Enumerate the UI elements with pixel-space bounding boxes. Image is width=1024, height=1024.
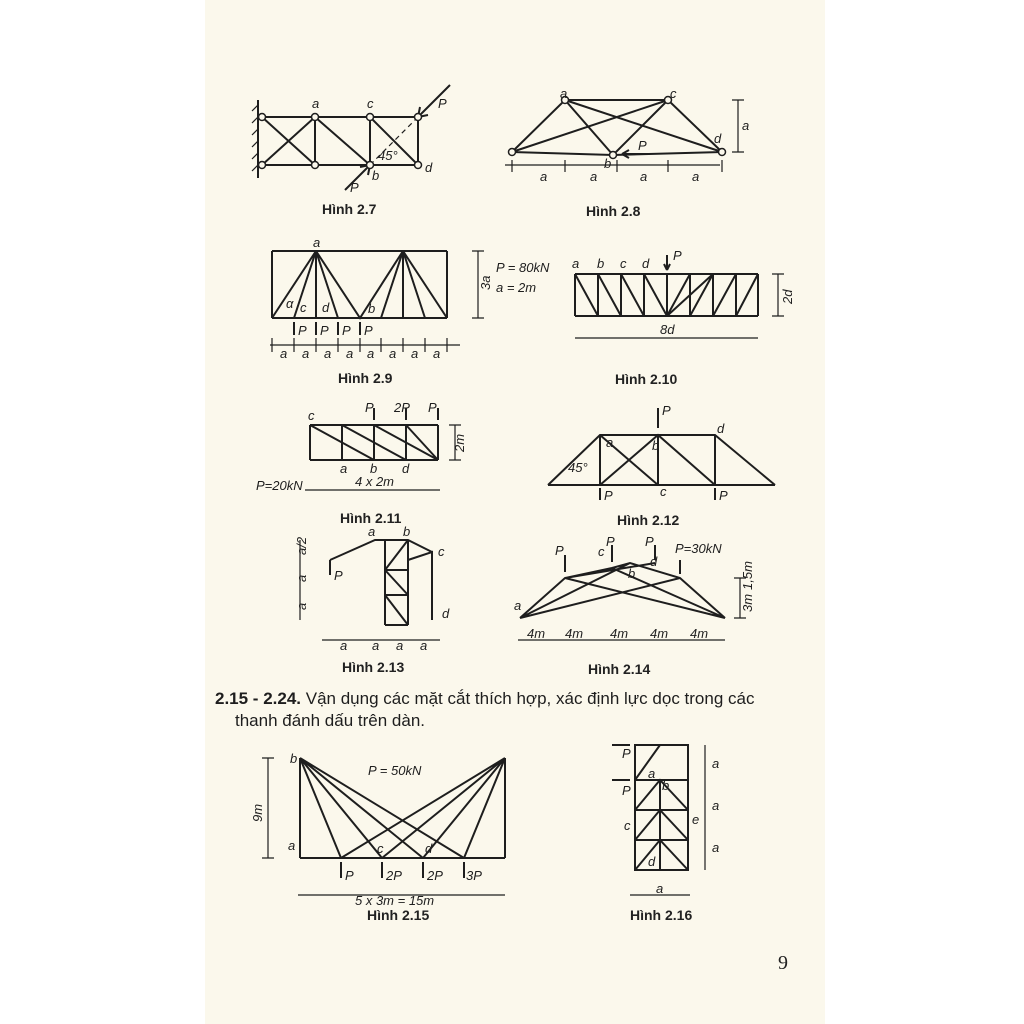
figure-caption: Hình 2.14 (588, 661, 651, 677)
figure-caption: Hình 2.11 (340, 510, 402, 526)
figure-label: P (673, 248, 682, 263)
figure-label: c (620, 256, 627, 271)
figure-2-9 (270, 235, 550, 386)
figure-label: a (712, 756, 720, 771)
figure-label: a (514, 598, 522, 613)
figure-label: d (322, 300, 330, 315)
figure-label: P = 80kN (496, 260, 550, 275)
figure-label: b (662, 778, 670, 793)
figure-label: 2m (452, 433, 467, 452)
figure-label: 45° (568, 460, 588, 475)
figure-label: a (294, 602, 309, 610)
problem-text-line1: Vận dụng các mặt cắt thích hợp, xác định lực dọc trong các (305, 689, 755, 708)
figure-label: d (717, 421, 725, 436)
figure-label: a (560, 86, 568, 101)
figure-label: b (604, 156, 612, 171)
figure-label: a (411, 346, 419, 361)
figure-label: a (372, 638, 380, 653)
figure-label: b (403, 524, 411, 539)
figure-label: a (712, 840, 720, 855)
figure-label: d (650, 554, 658, 569)
figure-label: P (622, 783, 631, 798)
figure-label: 8d (660, 322, 675, 337)
figure-label: P (606, 534, 615, 549)
figure-caption: Hình 2.16 (630, 907, 693, 923)
figure-label: b (372, 168, 380, 183)
figure-label: a (572, 256, 580, 271)
figure-label: a (313, 235, 321, 250)
figure-label: c (624, 818, 631, 833)
problem-statement (215, 688, 805, 732)
figure-label: P (622, 746, 631, 761)
figure-label: d (648, 854, 656, 869)
figure-label: a (433, 346, 441, 361)
figure-2-10 (572, 248, 795, 387)
figure-label: 45° (378, 148, 398, 163)
figure-label: a (540, 169, 548, 184)
figure-label: b (628, 566, 636, 581)
figure-caption: Hình 2.9 (338, 370, 393, 386)
figure-caption: Hình 2.7 (322, 201, 377, 217)
figure-label: a = 2m (496, 280, 537, 295)
figure-label: P (638, 138, 647, 153)
figure-label: P (342, 323, 351, 338)
figure-label: 2d (780, 289, 795, 304)
figure-label: c (670, 86, 677, 101)
figure-label: P=30kN (675, 541, 722, 556)
figure-label: d (714, 131, 722, 146)
figure-label: P (345, 868, 354, 883)
figure-caption: Hình 2.13 (342, 659, 405, 675)
figure-label: P (364, 323, 373, 338)
figure-label: α (286, 296, 294, 311)
figure-label: a (340, 638, 348, 653)
figure-2-14 (514, 534, 755, 677)
figure-label: a (280, 346, 288, 361)
problem-text-line2: thanh đánh dấu trên dàn. (235, 711, 425, 730)
figure-label: P (298, 323, 307, 338)
figure-label: a (389, 346, 397, 361)
figure-label: a (590, 169, 598, 184)
figure-label: a (324, 346, 332, 361)
figure-label: d (425, 160, 433, 175)
figure-label: a (302, 346, 310, 361)
figure-label: a (648, 766, 656, 781)
figure-2-8 (505, 86, 749, 219)
figure-label: b (652, 438, 660, 453)
figure-label: a (288, 838, 296, 853)
figure-label: 9m (250, 803, 265, 822)
figure-label: 4m (610, 626, 629, 641)
figure-label: 3a (478, 275, 493, 290)
figure-label: P (438, 96, 447, 111)
figure-label: P (645, 534, 654, 549)
figure-label: b (370, 461, 378, 476)
figure-label: P = 50kN (368, 763, 422, 778)
figure-label: 2P (386, 868, 402, 883)
figure-label: a (692, 169, 700, 184)
figure-label: 3m (740, 593, 755, 612)
figure-label: a (367, 346, 375, 361)
figure-2-16 (612, 745, 719, 923)
figure-label: b (597, 256, 605, 271)
figure-label: d (402, 461, 410, 476)
figure-caption: Hình 2.10 (615, 371, 678, 387)
figure-label: 3P (466, 868, 482, 883)
figure-label: P (604, 488, 613, 503)
figure-label: a (368, 524, 376, 539)
figure-label: P=20kN (256, 478, 303, 493)
figure-label: P (320, 323, 329, 338)
figure-label: d (442, 606, 450, 621)
figure-label: a (742, 118, 750, 133)
figure-label: P (662, 403, 671, 418)
figure-label: c (438, 544, 445, 559)
figure-label: a (606, 435, 614, 450)
figure-label: a (712, 798, 720, 813)
figure-label: a/2 (294, 536, 309, 555)
figure-label: 4m (690, 626, 709, 641)
figure-label: a (420, 638, 428, 653)
figure-label: c (308, 408, 315, 423)
figure-2-13 (294, 524, 450, 675)
figure-label: c (377, 841, 384, 856)
figure-label: a (396, 638, 404, 653)
figure-label: c (367, 96, 374, 111)
figure-label: 4 x 2m (355, 474, 395, 489)
figure-label: 4m (565, 626, 584, 641)
figure-label: a (340, 461, 348, 476)
figure-label: d (425, 841, 433, 856)
figure-label: 2P (394, 400, 410, 415)
page-number: 9 (778, 952, 788, 974)
figure-label: c (660, 484, 667, 499)
figure-label: P (428, 400, 437, 415)
figure-caption: Hình 2.12 (617, 512, 680, 528)
figure-label: 4m (650, 626, 669, 641)
figure-label: e (692, 812, 700, 827)
figure-label: d (642, 256, 650, 271)
figure-2-7 (252, 85, 450, 217)
figure-caption: Hình 2.8 (586, 203, 641, 219)
figure-label: P (334, 568, 343, 583)
figure-label: c (300, 300, 307, 315)
figure-label: b (368, 301, 376, 316)
figure-label: 1,5m (740, 561, 755, 590)
figure-2-15 (250, 751, 505, 923)
figure-label: a (312, 96, 320, 111)
figure-label: 4m (527, 626, 546, 641)
figure-label: P (555, 543, 564, 558)
figure-label: P (365, 400, 374, 415)
figure-caption: Hình 2.15 (367, 907, 430, 923)
figure-label: a (656, 881, 664, 896)
figure-label: a (346, 346, 354, 361)
figure-2-11 (256, 400, 467, 526)
figure-label: a (640, 169, 648, 184)
figure-2-12 (548, 403, 775, 528)
figure-label: 2P (427, 868, 443, 883)
figure-label: P (719, 488, 728, 503)
figure-label: a (294, 574, 309, 582)
problem-number: 2.15 - 2.24. (215, 689, 302, 708)
figure-label: b (290, 751, 298, 766)
figure-label: c (598, 544, 605, 559)
figure-label: 5 x 3m = 15m (355, 893, 435, 908)
figure-label: P (350, 180, 359, 195)
